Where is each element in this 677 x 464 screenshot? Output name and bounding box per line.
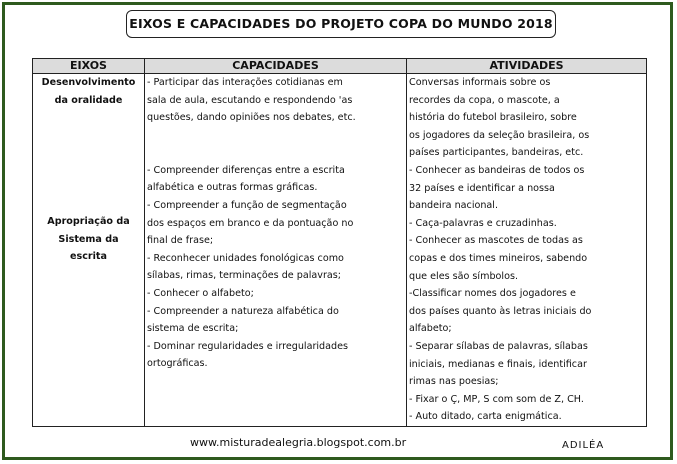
atv-line: países participantes, bandeiras, etc. [409,147,584,159]
table-row [33,74,647,427]
atv-line: -Classificar nomes dos jogadores e [409,288,576,300]
cap-line: sílabas, rimas, terminações de palavras; [147,270,341,282]
cap-line: - Participar das interações cotidianas em [147,77,343,88]
page-title: EIXOS E CAPACIDADES DO PROJETO COPA DO MUNDO 2018 [126,10,556,38]
cap-line: sistema de escrita; [147,323,239,335]
atv-line: - Separar sílabas de palavras, sílabas [409,340,588,352]
eixos-cell [33,74,145,427]
atv-line: - Fixar o Ç, MP, S com som de Z, CH. [409,393,584,405]
atv-line: iniciais, medianas e finais, identificar [409,358,587,370]
cap-line: final de frase; [147,235,214,247]
cap-line: alfabética e outras formas gráficas. [147,182,318,194]
cap-line: ortográficas. [147,358,208,370]
atv-line: copas e dos times mineiros, sabendo [409,252,588,264]
eixo-line: da oralidade [54,94,123,106]
atv-line: - Auto ditado, carta enigmática. [409,411,562,423]
cap-line: - Compreender a natureza alfabética do [147,305,339,317]
cap-line: - Conhecer o alfabeto; [147,287,254,299]
eixo-line: Apropriação da [47,216,130,228]
eixo-oralidade [35,74,142,109]
atv-line: Conversas informais sobre os [409,77,551,88]
atv-line: - Conhecer as bandeiras de todos os [409,164,585,176]
footer-author: ADILÉA [562,440,605,451]
cap-line: dos espaços em branco e da pontuação no [147,217,354,229]
table-header-row [33,59,647,74]
atv-line: bandeira nacional. [409,200,499,212]
cap-line: - Compreender diferenças entre a escrita [147,164,345,176]
atv-line: os jogadores da seleção brasileira, os [409,129,590,141]
atv-line: 32 países e identificar a nossa [409,182,555,194]
atv-line: - Caça-palavras e cruzadinhas. [409,217,557,229]
eixo-line: escrita [70,251,107,263]
atv-line: - Conhecer as mascotes de todas as [409,235,583,247]
header-atividades: ATIVIDADES [407,59,647,74]
capacidades-cell [145,74,407,427]
atv-line: rimas nas poesias; [409,376,499,388]
header-eixos: EIXOS [33,59,145,74]
cap-line: - Reconhecer unidades fonológicas como [147,252,344,264]
atv-line: dos países quanto às letras iniciais do [409,305,592,317]
footer-url: www.misturadealegria.blogspot.com.br [190,436,407,449]
capacities-table [32,58,647,427]
eixo-line: Desenvolvimento [41,77,136,88]
cap-line: - Compreender a função de segmentação [147,199,347,211]
cap-line: - Dominar regularidades e irregularidades [147,340,349,352]
atividades-cell [407,74,647,427]
cap-line: questões, dando opiniões nos debates, etc. [147,112,356,124]
header-capacidades: CAPACIDADES [145,59,407,74]
cap-line: sala de aula, escutando e respondendo 'as [147,94,353,106]
atv-line: que eles são símbolos. [409,270,518,282]
atv-line: história do futebol brasileiro, sobre [409,112,577,124]
atv-line: alfabeto; [409,323,452,335]
eixo-escrita [35,213,142,266]
eixo-line: Sistema da [58,233,119,245]
atv-line: recordes da copa, o mascote, a [409,94,560,106]
